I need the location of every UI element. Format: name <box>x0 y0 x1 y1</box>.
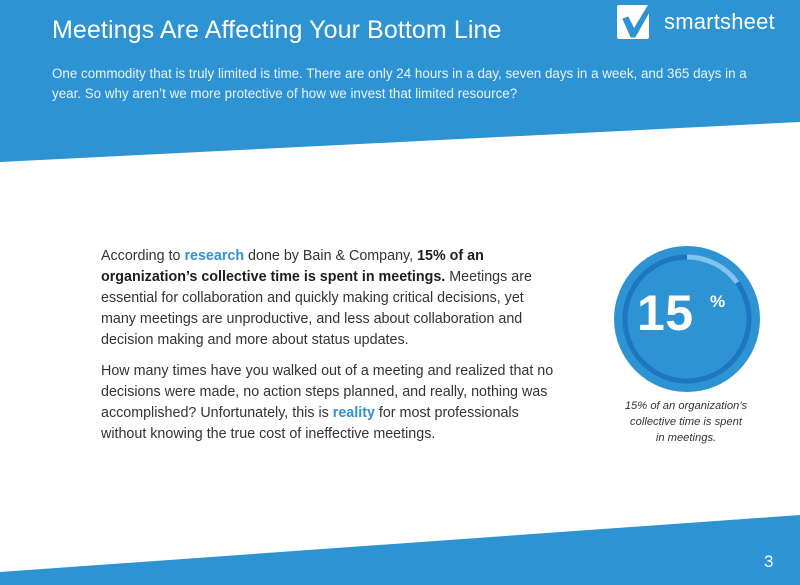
p1-text-1: According to <box>101 248 185 264</box>
stat-caption-line-3: in meetings. <box>655 432 717 444</box>
reality-link[interactable]: reality <box>332 405 375 421</box>
smartsheet-logo[interactable] <box>616 4 775 40</box>
p2-text-1: How many times have you walked out of a meeting and realized that no decisions were made, no action steps planned, and really, nothing was accomplished? Unfortunately, this is <box>101 363 554 421</box>
stat-percent-symbol: % <box>710 292 726 311</box>
logo-wordmark: smartsheet <box>664 9 775 34</box>
paragraph-2 <box>101 361 561 445</box>
page-subtitle: One commodity that is truly limited is time. There are only 24 hours in a day, seven days in a week, and 365 days in a year. So why aren’t we more protective of how we invest that limited resource? <box>52 66 747 101</box>
footer-band <box>0 515 800 585</box>
paragraph-1 <box>101 246 561 351</box>
stat-caption-line-2: collective time is spent <box>630 416 742 428</box>
p1-text-2: done by Bain & Company, <box>244 248 418 264</box>
stat-caption <box>610 398 762 446</box>
research-link[interactable]: research <box>184 248 245 264</box>
stat-caption-line-1: 15% of an organization’s <box>624 400 748 412</box>
p1-text-3: Meetings are essential for collaboration and quickly making critical decisions, yet many meetings are unproductive, and less about collaboration and decision making and more about status updates. <box>101 269 532 348</box>
page-number: 3 <box>764 552 774 571</box>
body-text <box>101 246 561 455</box>
p2-text-2: for most professionals without knowing the true cost of ineffective meetings. <box>101 405 519 442</box>
page-title: Meetings Are Affecting Your Bottom Line <box>52 16 502 44</box>
checkmark-logo-icon <box>616 4 656 40</box>
stat-number: 15 <box>637 285 694 341</box>
p1-bold-text: 15% of an organization’s collective time is spent in meetings. <box>101 248 484 285</box>
